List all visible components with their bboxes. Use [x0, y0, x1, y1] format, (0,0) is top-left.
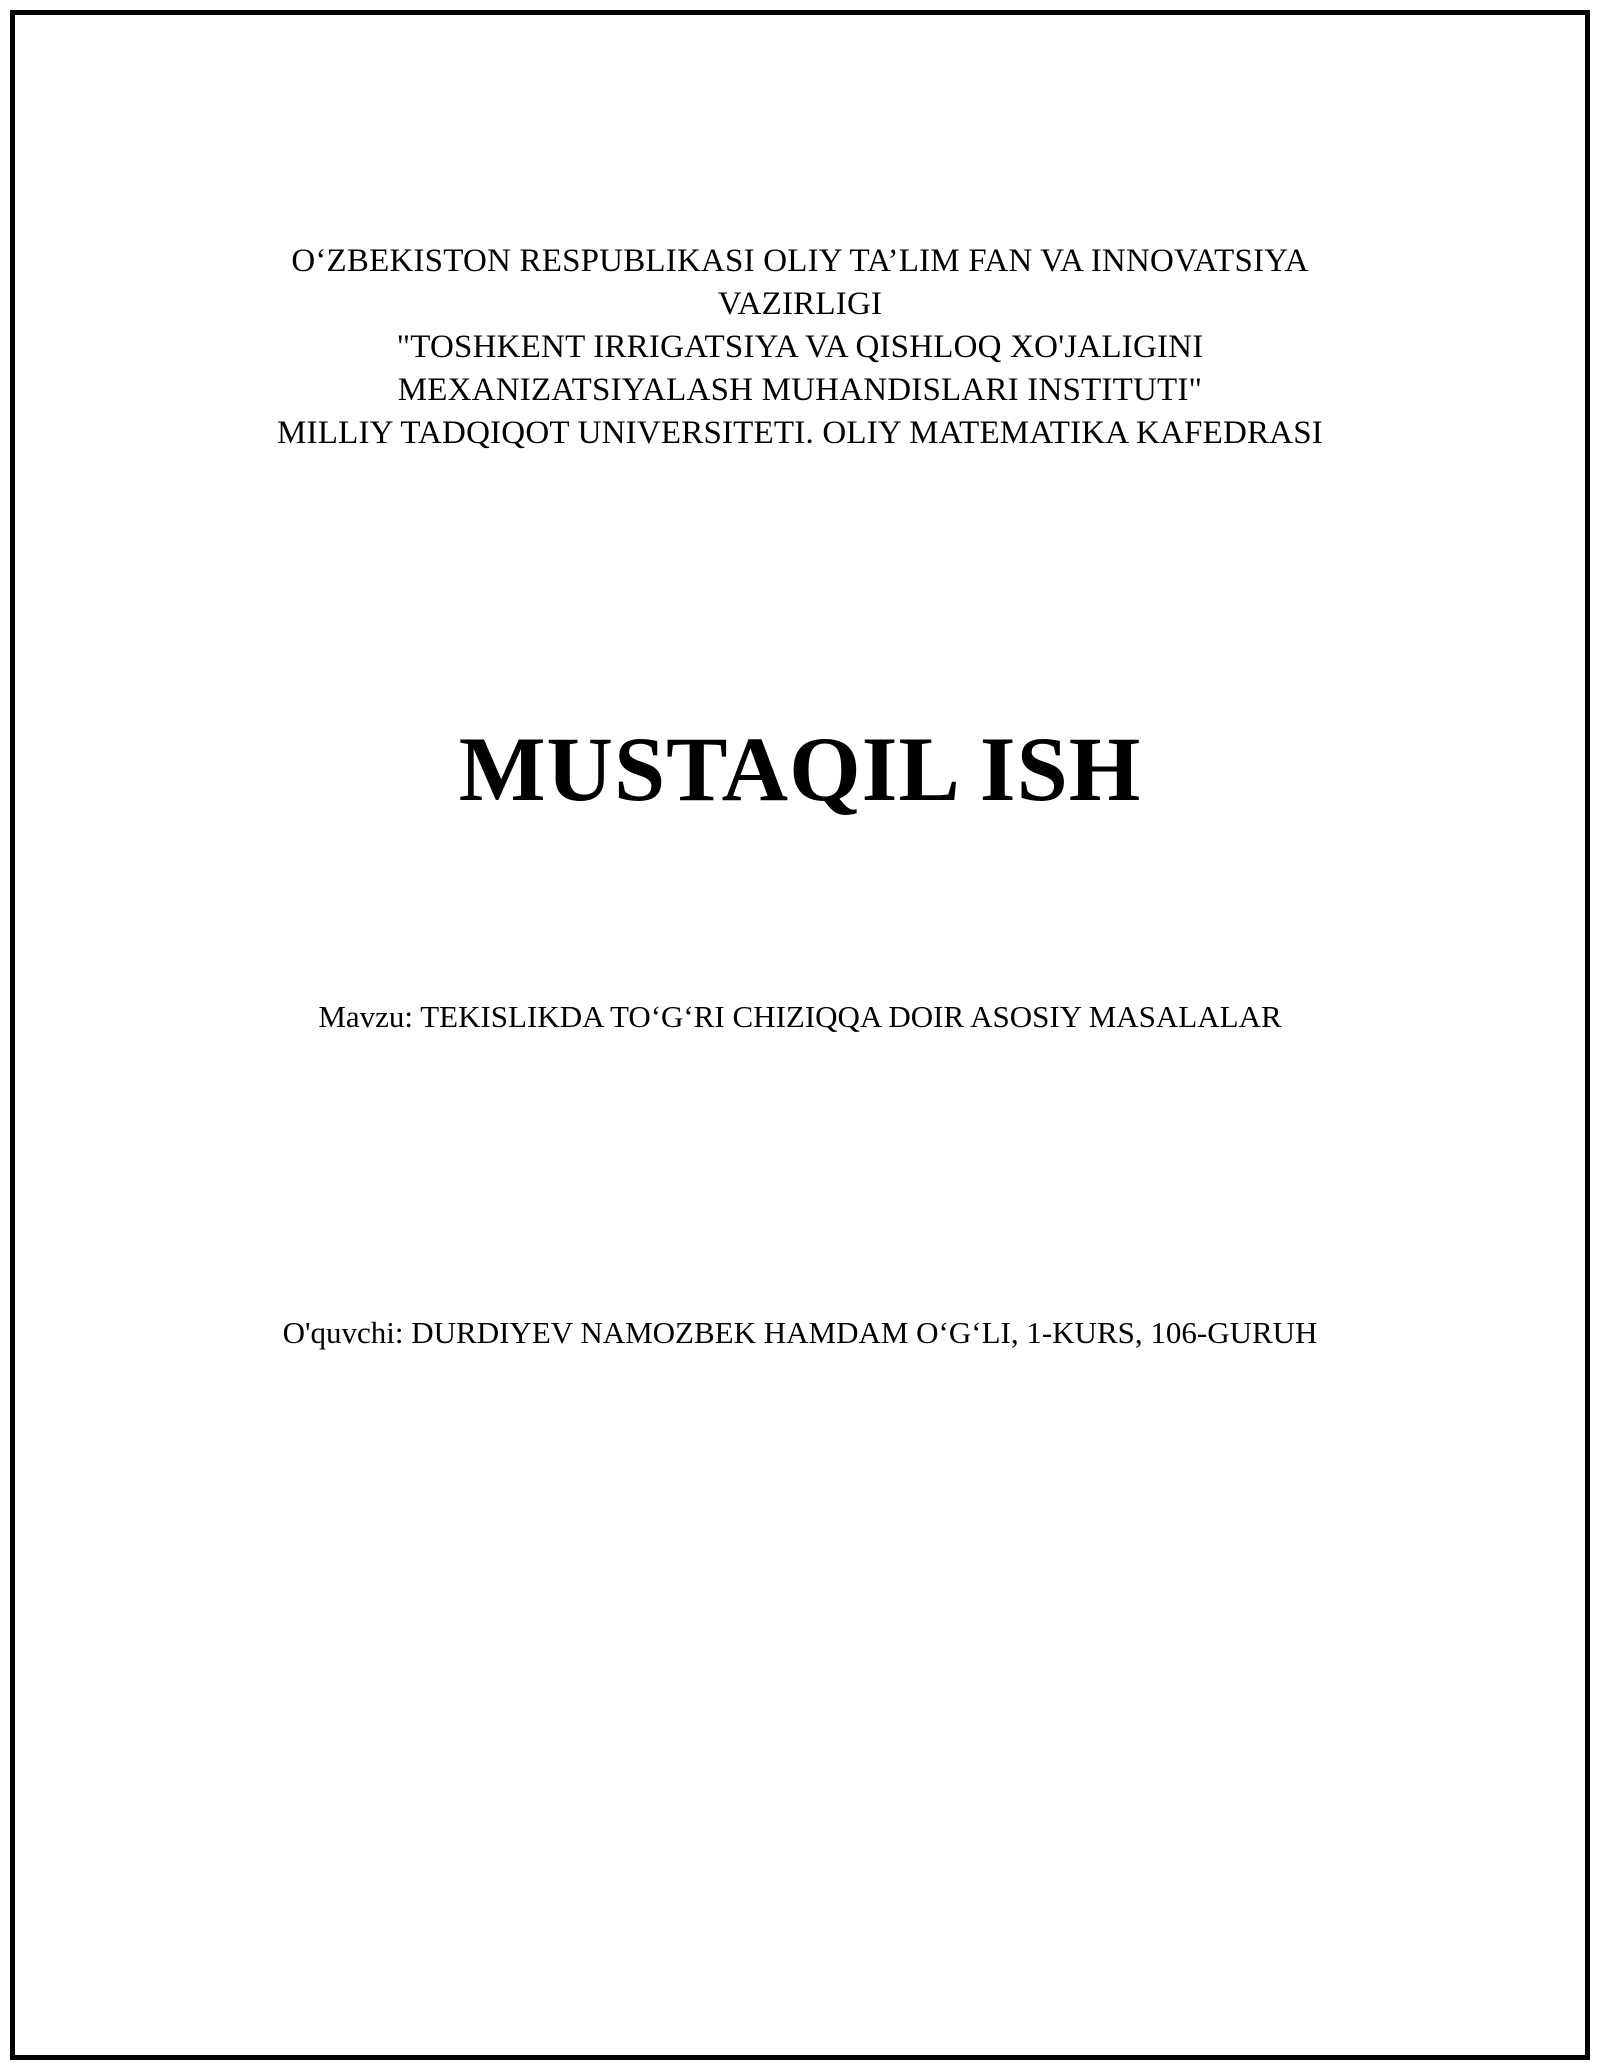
- organization-line-2: "TOSHKENT IRRIGATSIYA VA QISHLOQ XO'JALIGINI MEXANIZATSIYALASH MUHANDISLARI INSTITUTI": [396, 328, 1204, 408]
- subject-line: Mavzu: TEKISLIKDA TO‘G‘RI CHIZIQQA DOIR ASOSIY MASALALAR: [318, 998, 1282, 1034]
- author-line: O'quvchi: DURDIYEV NAMOZBEK HAMDAM O‘G‘LI, 1-KURS, 106-GURUH: [282, 1315, 1318, 1351]
- title-page-content: [15, 15, 1585, 1354]
- document-title-block: [230, 719, 1370, 820]
- organization-block: [230, 240, 1370, 454]
- page-border-frame: [10, 10, 1590, 2060]
- organization-line-3: MILLIY TADQIQOT UNIVERSITETI. OLIY MATEMATIKA KAFEDRASI: [277, 414, 1323, 451]
- organization-line-1: O‘ZBEKISTON RESPUBLIKASI OLIY TA’LIM FAN VA INNOVATSIYA VAZIRLIGI: [291, 243, 1309, 322]
- page-title: MUSTAQIL ISH: [458, 718, 1142, 821]
